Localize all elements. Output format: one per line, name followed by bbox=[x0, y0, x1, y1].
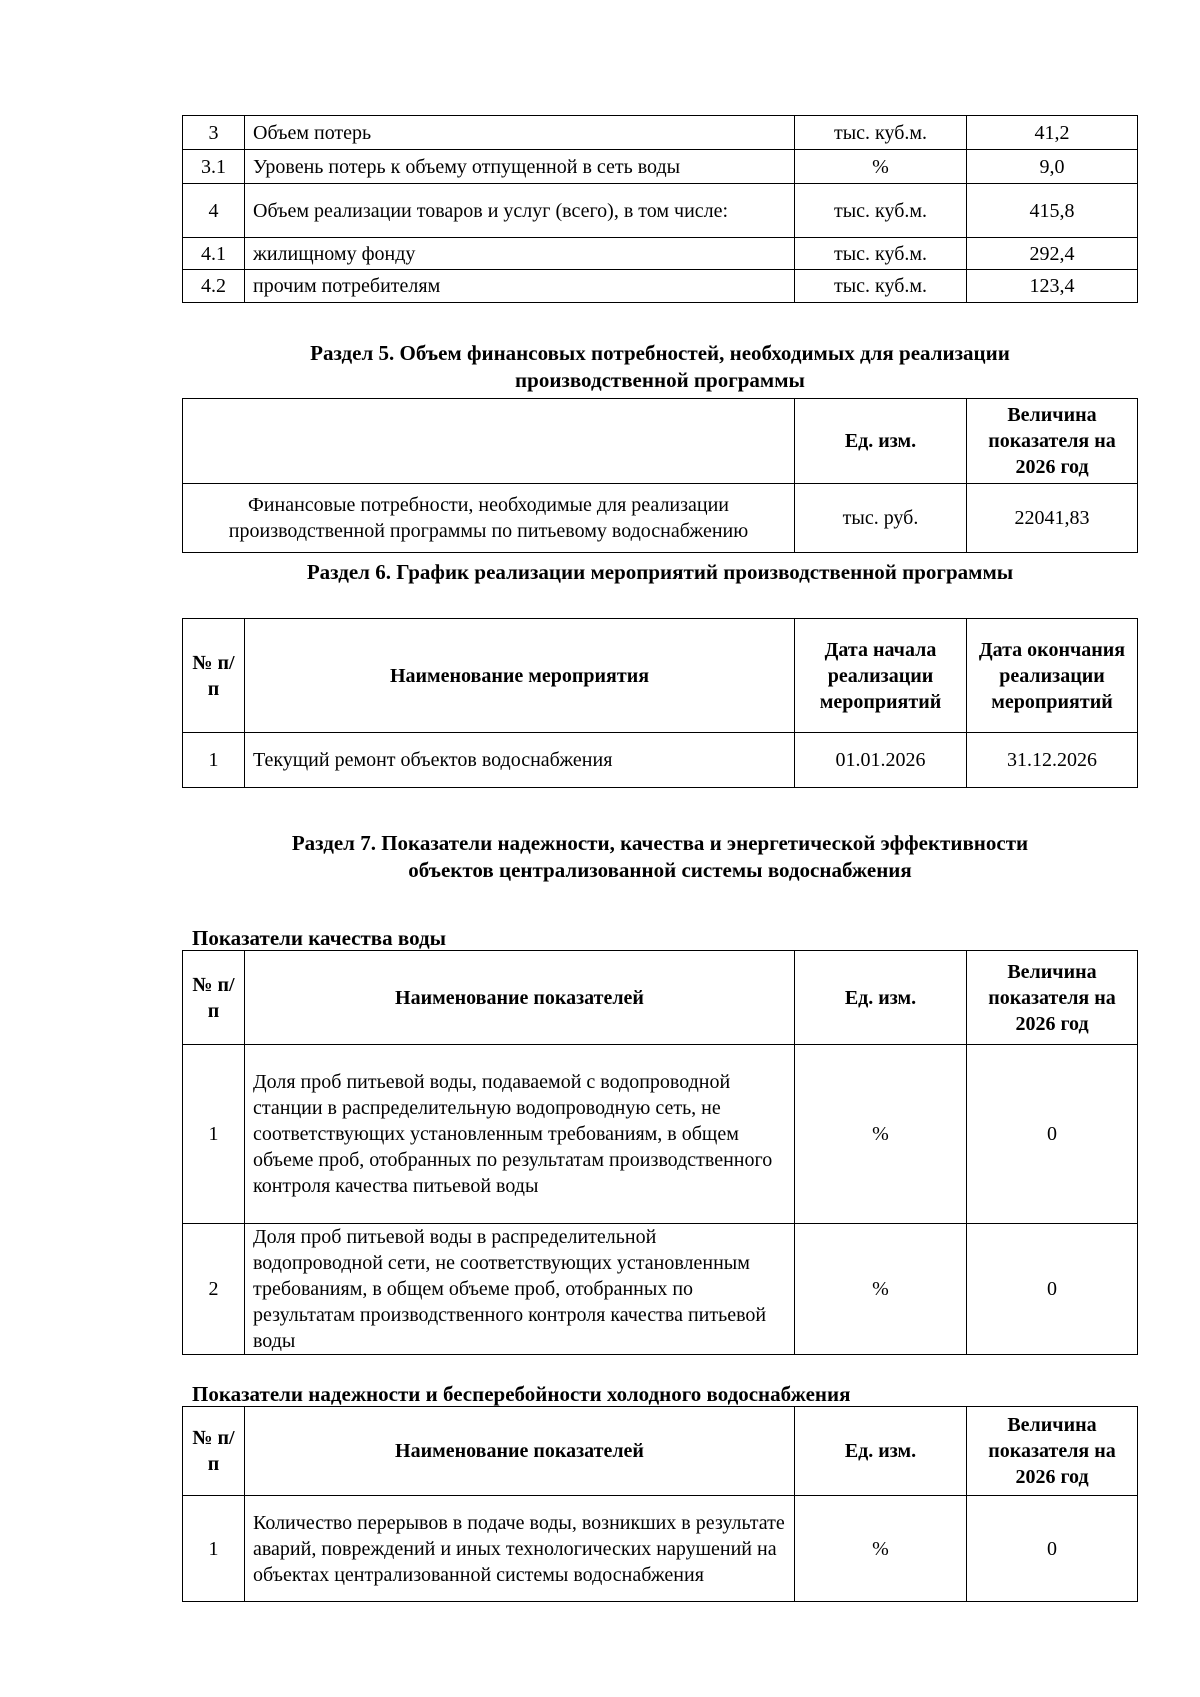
row-value: 123,4 bbox=[967, 270, 1138, 303]
section7-title-line2: объектов централизованной системы водоснабжения bbox=[408, 858, 912, 882]
section6-table bbox=[182, 618, 1138, 788]
row-value: 415,8 bbox=[967, 184, 1138, 238]
row-name: жилищному фонду bbox=[245, 238, 795, 270]
section6-title: Раздел 6. График реализации мероприятий производственной программы bbox=[306, 560, 1014, 584]
row-value: 292,4 bbox=[967, 238, 1138, 270]
row-name: Текущий ремонт объектов водоснабжения bbox=[245, 733, 795, 788]
row-start-date: 01.01.2026 bbox=[795, 733, 967, 788]
header-unit: Ед. изм. bbox=[795, 1407, 967, 1496]
row-unit: % bbox=[795, 150, 967, 184]
row-value: 0 bbox=[967, 1045, 1138, 1224]
volumes-table bbox=[182, 115, 1138, 303]
table-row bbox=[183, 238, 1138, 270]
row-number: 4.1 bbox=[183, 238, 245, 270]
row-unit: тыс. руб. bbox=[795, 484, 967, 553]
table-header-row bbox=[183, 951, 1138, 1045]
row-unit: тыс. куб.м. bbox=[795, 238, 967, 270]
table-row bbox=[183, 1224, 1138, 1355]
row-name: Объем потерь bbox=[245, 116, 795, 150]
row-unit: тыс. куб.м. bbox=[795, 184, 967, 238]
row-number: 1 bbox=[183, 1045, 245, 1224]
header-start-date: Дата начала реализации мероприятий bbox=[795, 619, 967, 733]
row-unit: тыс. куб.м. bbox=[795, 116, 967, 150]
header-name: Наименование показателей bbox=[245, 1407, 795, 1496]
row-name: Объем реализации товаров и услуг (всего), в том числе: bbox=[245, 184, 795, 238]
row-unit: % bbox=[795, 1224, 967, 1355]
row-name: Финансовые потребности, необходимые для реализации производственной программы по питьевому водоснабжению bbox=[183, 484, 795, 553]
row-number: 3.1 bbox=[183, 150, 245, 184]
header-empty-cell bbox=[183, 399, 795, 484]
reliability-table bbox=[182, 1406, 1138, 1602]
table-row bbox=[183, 1045, 1138, 1224]
row-value: 22041,83 bbox=[967, 484, 1138, 553]
section5-title-line1: Раздел 5. Объем финансовых потребностей, необходимых для реализации bbox=[310, 341, 1010, 365]
row-end-date: 31.12.2026 bbox=[967, 733, 1138, 788]
header-number: № п/п bbox=[183, 951, 245, 1045]
table-row bbox=[183, 484, 1138, 553]
header-value: Величина показателя на 2026 год bbox=[967, 951, 1138, 1045]
section7-title-line1: Раздел 7. Показатели надежности, качества и энергетической эффективности bbox=[291, 831, 1029, 855]
table-row bbox=[183, 733, 1138, 788]
row-unit: % bbox=[795, 1045, 967, 1224]
header-name: Наименование мероприятия bbox=[245, 619, 795, 733]
row-name: Доля проб питьевой воды, подаваемой с водопроводной станции в распределительную водопроводную сеть, не соответствующих установленным требованиям, в общем объеме проб, отобранных по результатам производственного контроля качества питьевой воды bbox=[245, 1045, 795, 1224]
row-name: прочим потребителям bbox=[245, 270, 795, 303]
row-number: 2 bbox=[183, 1224, 245, 1355]
row-number: 4 bbox=[183, 184, 245, 238]
table-row bbox=[183, 116, 1138, 150]
section7-title bbox=[180, 830, 1140, 884]
row-name: Доля проб питьевой воды в распределительной водопроводной сети, не соответствующих установленным требованиям, в общем объеме проб, отобранных по результатам производственного контроля качества питьевой воды bbox=[245, 1224, 795, 1355]
header-unit: Ед. изм. bbox=[795, 399, 967, 484]
header-number: № п/п bbox=[183, 619, 245, 733]
row-value: 41,2 bbox=[967, 116, 1138, 150]
row-value: 0 bbox=[967, 1224, 1138, 1355]
section5-title bbox=[180, 340, 1140, 394]
header-value: Величина показателя на 2026 год bbox=[967, 1407, 1138, 1496]
row-number: 4.2 bbox=[183, 270, 245, 303]
row-value: 0 bbox=[967, 1496, 1138, 1602]
table-header-row bbox=[183, 1407, 1138, 1496]
header-number: № п/п bbox=[183, 1407, 245, 1496]
header-unit: Ед. изм. bbox=[795, 951, 967, 1045]
table-header-row bbox=[183, 619, 1138, 733]
row-name: Количество перерывов в подаче воды, возникших в результате аварий, повреждений и иных технологических нарушений на объектах централизованной системы водоснабжения bbox=[245, 1496, 795, 1602]
section5-table bbox=[182, 398, 1138, 553]
row-number: 1 bbox=[183, 733, 245, 788]
quality-subtitle: Показатели качества воды bbox=[192, 926, 446, 950]
header-name: Наименование показателей bbox=[245, 951, 795, 1045]
table-header-row bbox=[183, 399, 1138, 484]
header-end-date: Дата окончания реализации мероприятий bbox=[967, 619, 1138, 733]
row-number: 3 bbox=[183, 116, 245, 150]
quality-table bbox=[182, 950, 1138, 1355]
reliability-subtitle: Показатели надежности и бесперебойности холодного водоснабжения bbox=[192, 1382, 851, 1406]
table-row bbox=[183, 150, 1138, 184]
header-value: Величина показателя на 2026 год bbox=[967, 399, 1138, 484]
table-row bbox=[183, 270, 1138, 303]
table-row bbox=[183, 1496, 1138, 1602]
row-value: 9,0 bbox=[967, 150, 1138, 184]
row-unit: тыс. куб.м. bbox=[795, 270, 967, 303]
section5-title-line2: производственной программы bbox=[515, 368, 805, 392]
row-number: 1 bbox=[183, 1496, 245, 1602]
row-name: Уровень потерь к объему отпущенной в сеть воды bbox=[245, 150, 795, 184]
table-row bbox=[183, 184, 1138, 238]
row-unit: % bbox=[795, 1496, 967, 1602]
